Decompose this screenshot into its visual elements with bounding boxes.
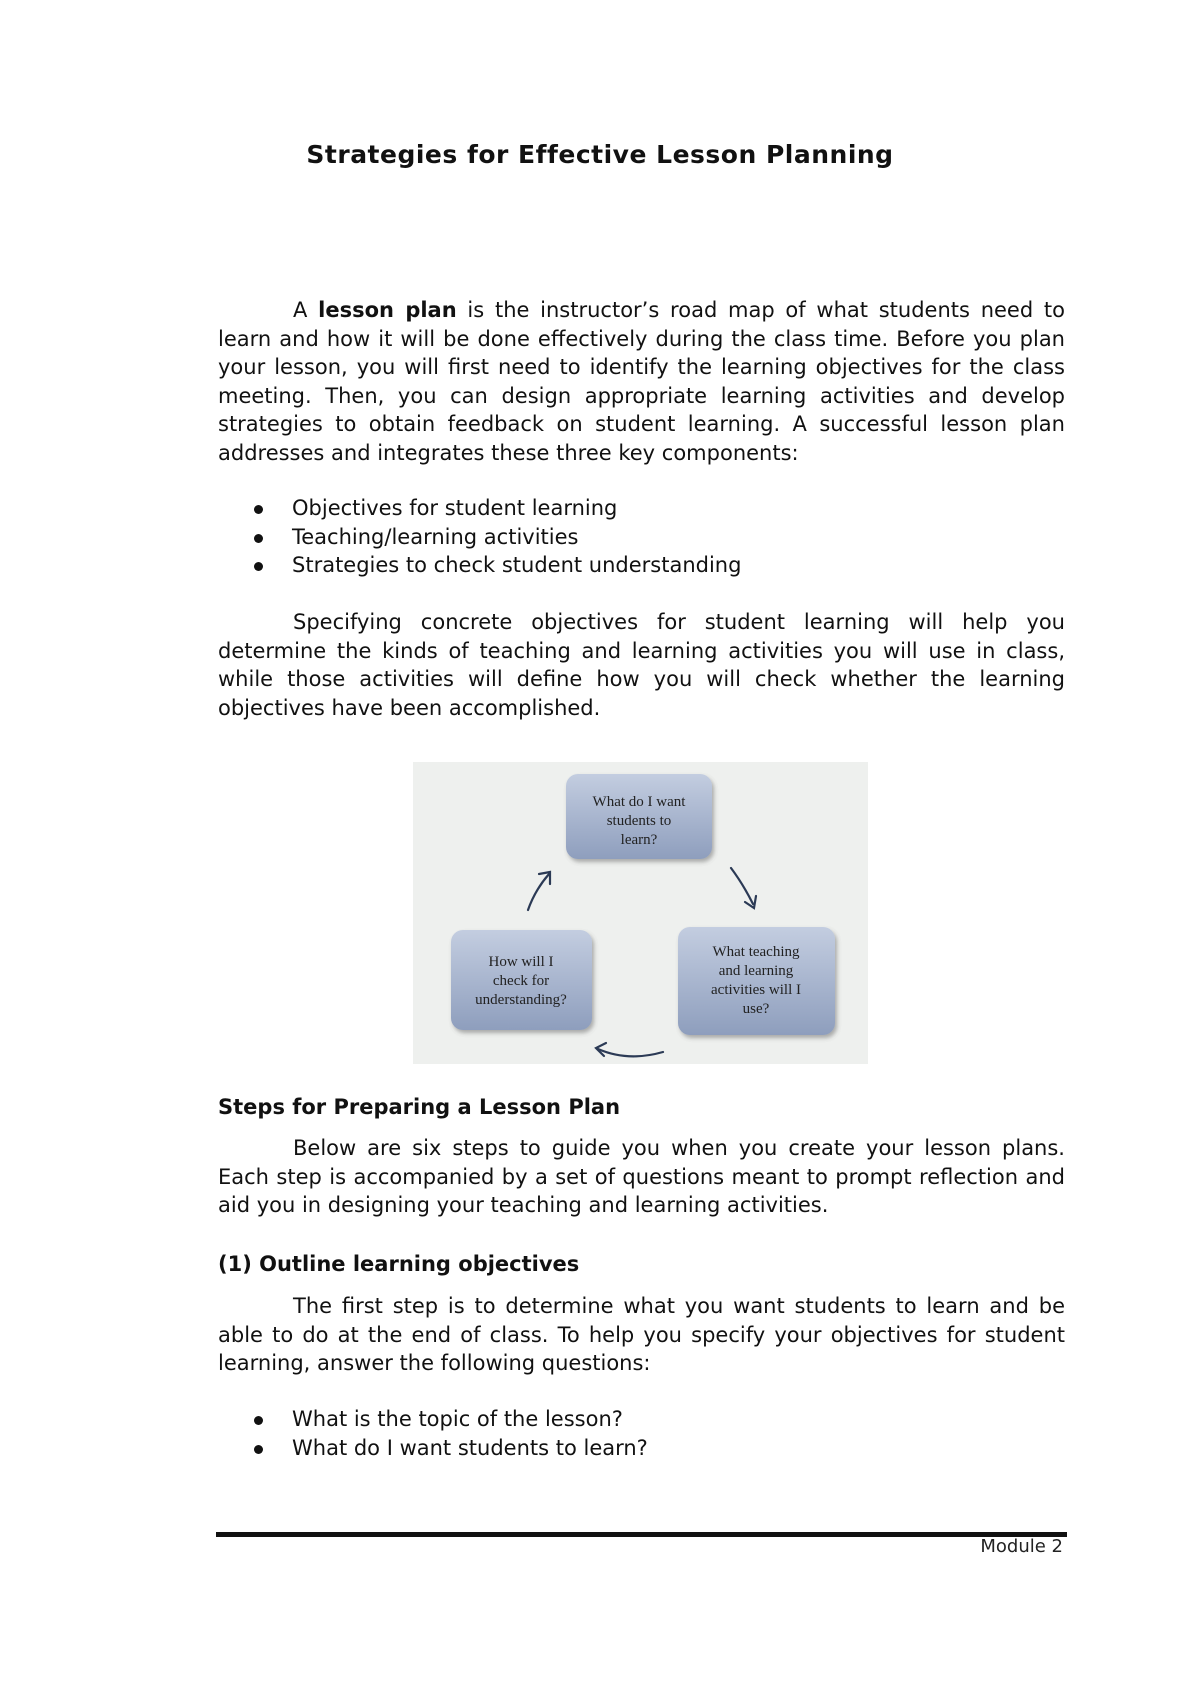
diagram-box-right-line-3: activities will I: [711, 982, 801, 998]
lesson-cycle-diagram: [413, 762, 868, 1064]
diagram-box-right-line-4: use?: [742, 1001, 770, 1017]
steps-intro-paragraph: Below are six steps to guide you when you create your lesson plans. Each step is accompanied by a set of questions meant to prompt reflection and aid you in designing your teaching and learning activities.: [218, 1136, 1065, 1218]
diagram-box-left-line-1: How will I: [488, 954, 554, 970]
specifying-paragraph: Specifying concrete objectives for student learning will help you determine the kinds of teaching and learning activities you will use in class, while those activities will define how you will check whether the learning objectives have been accomplished.: [218, 610, 1065, 720]
list-item: Strategies to check student understanding: [250, 551, 741, 580]
list-item: Objectives for student learning: [250, 494, 741, 523]
arrow-right-to-left-icon: [598, 1049, 663, 1056]
page-title: Strategies for Effective Lesson Planning: [306, 140, 894, 169]
components-list: [250, 494, 741, 580]
diagram-box-left-line-2: check for: [492, 973, 550, 989]
list-item: What is the topic of the lesson?: [250, 1405, 648, 1434]
diagram-box-top-line-2: students to: [606, 813, 672, 829]
list-item: Teaching/learning activities: [250, 523, 741, 552]
intro-paragraph: A lesson plan is the instructor’s road map of what students need to learn and how it will be done effectively during the class time. Before you plan your lesson, you will first need to identify the learning objectives for the class meeting. Then, you can design appropriate learning activities and develop strategies to obtain feedback on student learning. A successful lesson plan addresses and integrates these three key components:: [218, 298, 1066, 465]
arrow-left-to-top-icon: [528, 874, 549, 910]
diagram-box-left-line-3: understanding?: [475, 992, 567, 1008]
steps-heading: Steps for Preparing a Lesson Plan: [218, 1095, 621, 1119]
step1-heading: (1) Outline learning objectives: [218, 1252, 580, 1276]
lesson-plan-term: lesson plan: [318, 298, 457, 322]
diagram-box-right-line-2: and learning: [718, 963, 794, 979]
diagram-box-right-line-1: What teaching: [712, 944, 800, 960]
arrow-top-to-right-icon: [731, 868, 753, 904]
diagram-box-top-line-3: learn?: [620, 832, 658, 848]
list-item: What do I want students to learn?: [250, 1434, 648, 1463]
step1-questions-list: [250, 1405, 648, 1462]
diagram-box-top-line-1: What do I want: [592, 794, 686, 810]
step1-paragraph: The first step is to determine what you want students to learn and be able to do at the end of class. To help you specify your objectives for student learning, answer the following questions:: [218, 1294, 1065, 1376]
footer-module-label: Module 2: [980, 1536, 1063, 1557]
